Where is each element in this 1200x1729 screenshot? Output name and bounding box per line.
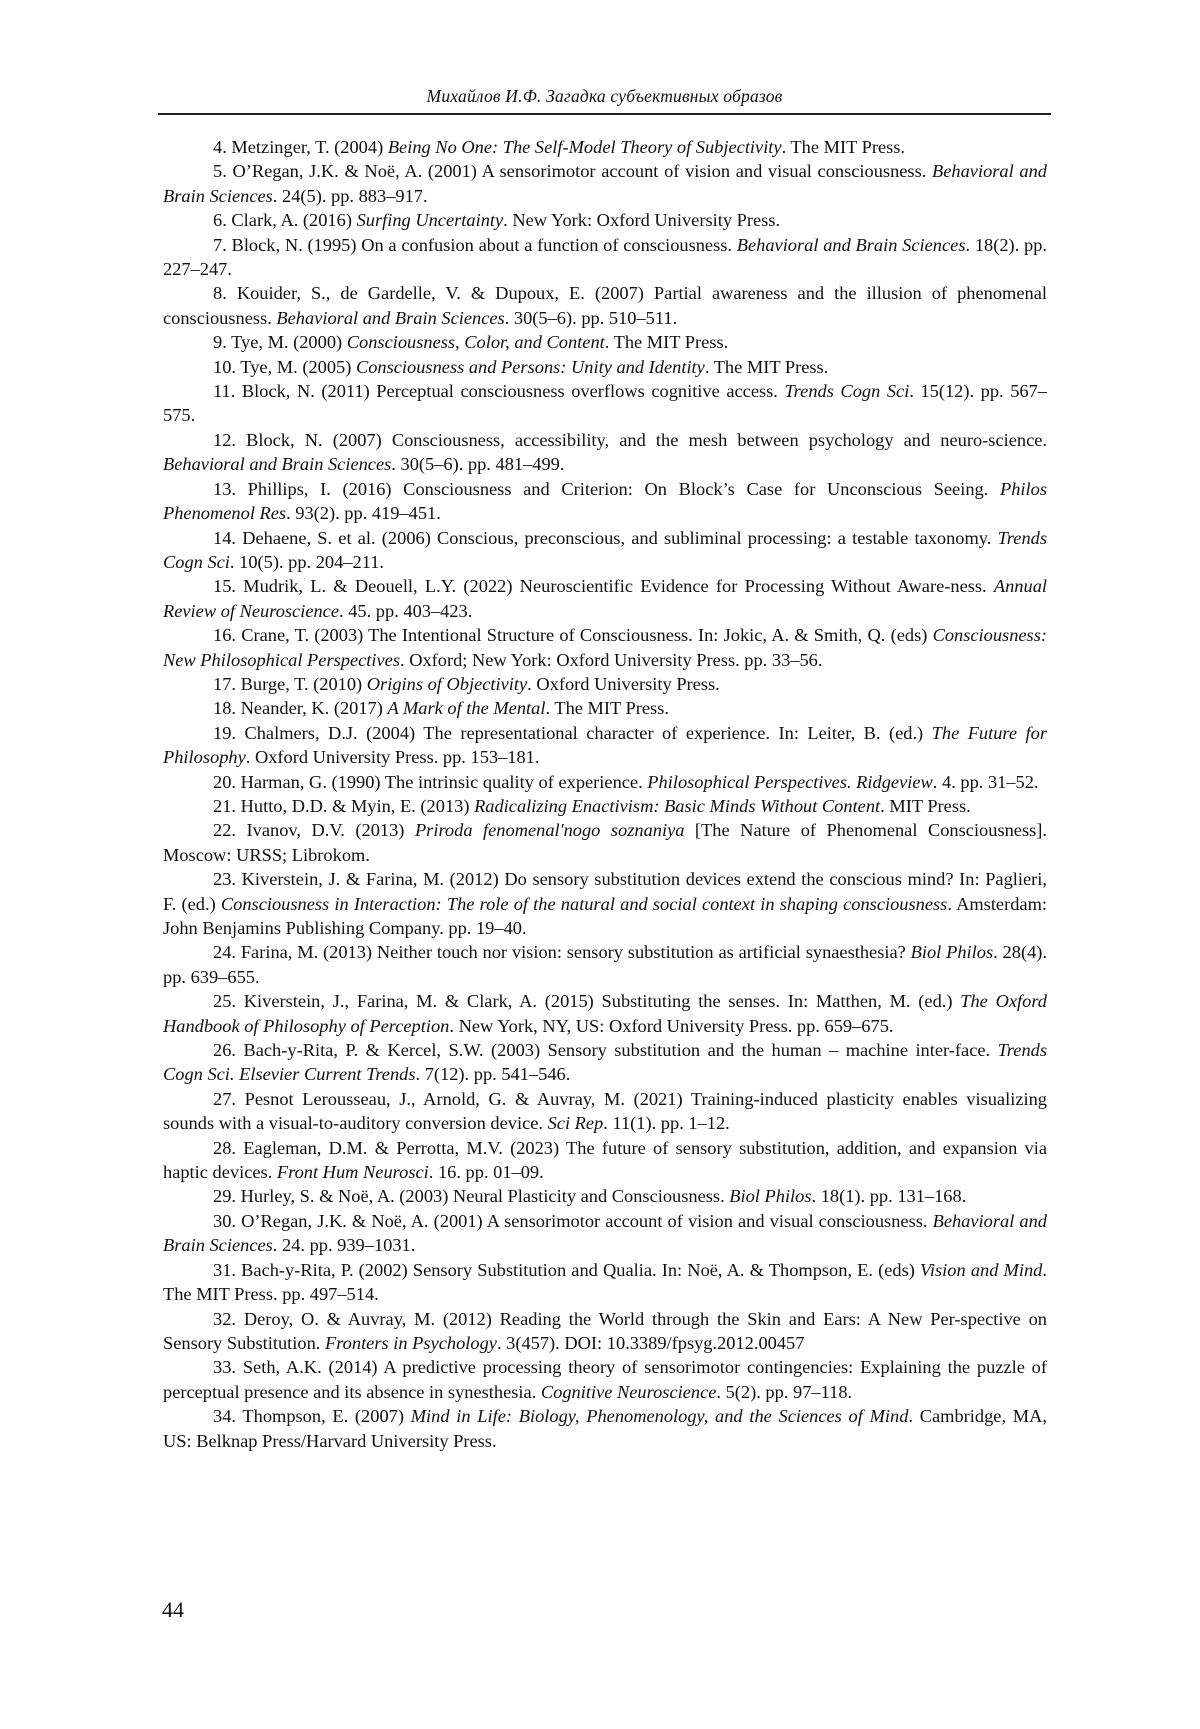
reference-text: Thompson, E. (2007) (242, 1406, 411, 1427)
reference-number: 4. (213, 137, 227, 157)
reference-text: . 18(1). pp. 131–168. (811, 1186, 967, 1207)
reference-text: Metzinger, T. (2004) (231, 137, 388, 157)
reference-item (163, 989, 1047, 1038)
reference-text: . 30(5–6). pp. 481–499. (391, 454, 565, 475)
reference-text: . The MIT Press. pp. 497–514. (163, 1259, 1047, 1305)
reference-text: Seth, A.K. (2014) A predictive processing theory of sensorimotor contingencies: Explaining the puzzle of perceptual presence and its absence in synesthesia. (163, 1357, 1047, 1402)
reference-text: . 18(2). pp. 227–247. (163, 234, 1047, 280)
reference-item (163, 477, 1047, 526)
reference-title: Fronters in Psychology (324, 1332, 497, 1353)
reference-text: . The MIT Press. (781, 137, 906, 157)
reference-item (163, 355, 1047, 379)
reference-number: 12. (213, 429, 236, 450)
reference-text: Neander, K. (2017) (240, 698, 388, 719)
reference-title: Biol Philos (910, 942, 994, 963)
reference-item (163, 428, 1047, 477)
reference-text: . The MIT Press. (704, 356, 829, 377)
reference-title: A Mark of the Mental (387, 698, 546, 719)
reference-number: 32. (213, 1308, 236, 1329)
reference-title: The Future for Philosophy (163, 722, 1047, 768)
reference-number: 20. (213, 771, 236, 792)
reference-number: 11. (213, 381, 236, 402)
reference-text: Block, N. (2007) Consciousness, accessibility, and the mesh between psychology and neuro-science. (246, 429, 1047, 450)
reference-number: 31. (213, 1259, 236, 1280)
reference-item (163, 1307, 1047, 1356)
reference-text: . Amsterdam: John Benjamins Publishing Company. pp. 19–40. (163, 893, 1047, 938)
reference-text: Deroy, O. & Auvray, M. (2012) Reading the World through the Skin and Ears: A New Per-spective on Sensory Substitution. (163, 1308, 1048, 1353)
reference-text: Kiverstein, J. & Farina, M. (2012) Do sensory substitution devices extend the conscious mind? In: Paglieri, F. (ed.) (163, 869, 1047, 914)
reference-title: Behavioral and Brain Sciences (163, 454, 392, 475)
reference-text: . The MIT Press. (604, 332, 729, 353)
reference-title: Consciousness: New Philosophical Perspectives (163, 625, 1047, 670)
reference-item (163, 1355, 1047, 1404)
reference-text: . The MIT Press. (545, 698, 669, 719)
reference-number: 17. (213, 673, 236, 694)
reference-text: . 3(457). DOI: 10.3389/fpsyg.2012.00457 (496, 1332, 805, 1353)
reference-text: Pesnot Lerousseau, J., Arnold, G. & Auvray, M. (2021) Training-induced plasticity enables visualizing sounds with a visual-to-auditory conversion device. (163, 1088, 1047, 1134)
reference-title: Trends Cogn Sci. Elsevier Current Trends (163, 1040, 1047, 1085)
reference-text: . 24(5). pp. 883–917. (272, 185, 428, 206)
reference-text: . Oxford; New York: Oxford University Press. pp. 33–56. (400, 649, 823, 670)
reference-text: Ivanov, D.V. (2013) (246, 820, 415, 841)
reference-text: O’Regan, J.K. & Noë, A. (2001) A sensorimotor account of vision and visual consciousness. (241, 1210, 933, 1231)
reference-number: 26. (213, 1040, 236, 1061)
reference-text: Hutto, D.D. & Myin, E. (2013) (240, 795, 475, 816)
reference-title: Trends Cogn Sci (784, 381, 910, 402)
reference-text: Bach-y-Rita, P. (2002) Sensory Substitution and Qualia. In: Noë, A. & Thompson, E. (eds) (241, 1259, 921, 1280)
reference-text: Harman, G. (1990) The intrinsic quality of experience. (240, 771, 648, 792)
reference-item (163, 1258, 1047, 1307)
reference-item (163, 1209, 1047, 1258)
reference-title: Trends Cogn Sci (163, 527, 1047, 572)
reference-number: 5. (213, 161, 227, 182)
reference-item (163, 818, 1047, 867)
reference-text: Block, N. (1995) On a confusion about a function of consciousness. (231, 234, 737, 255)
page-number: 44 (162, 1597, 184, 1622)
reference-text: . 93(2). pp. 419–451. (286, 503, 441, 524)
reference-text: . New York, NY, US: Oxford University Press. pp. 659–675. (449, 1015, 894, 1036)
reference-item (163, 159, 1047, 208)
reference-title: The Oxford Handbook of Philosophy of Perception (163, 991, 1047, 1036)
reference-number: 24. (213, 942, 236, 963)
reference-title: Philos Phenomenol Res (163, 478, 1047, 524)
reference-title: Consciousness, Color, and Content (346, 332, 605, 353)
reference-item (163, 135, 1047, 159)
reference-number: 28. (213, 1137, 236, 1158)
reference-text: . 15(12). pp. 567–575. (163, 381, 1047, 426)
reference-number: 19. (213, 722, 236, 743)
reference-text: [The Nature of Phenomenal Consciousness]. Moscow: URSS; Librokom. (163, 820, 1047, 865)
reference-number: 6. (213, 210, 227, 231)
reference-text: Tye, M. (2005) (240, 356, 356, 377)
reference-text: . 11(1). pp. 1–12. (603, 1113, 730, 1134)
reference-text: Block, N. (2011) Perceptual consciousness overflows cognitive access. (241, 381, 785, 402)
reference-text: . 45. pp. 403–423. (339, 600, 473, 621)
reference-number: 7. (213, 234, 227, 255)
reference-title: Being No One: The Self-Model Theory of Subjectivity (387, 137, 782, 157)
reference-number: 16. (213, 625, 236, 646)
reference-title: Origins of Objectivity (366, 673, 528, 694)
reference-text: Bach-y-Rita, P. & Kercel, S.W. (2003) Sensory substitution and the human – machine inter-face. (243, 1040, 998, 1061)
reference-title: Mind in Life: Biology, Phenomenology, and the Sciences of Mind (410, 1406, 909, 1427)
reference-title: Cognitive Neuroscience (540, 1381, 717, 1402)
reference-item (163, 526, 1047, 575)
reference-item (163, 1087, 1047, 1136)
reference-number: 18. (213, 698, 236, 719)
reference-title: Behavioral and Brain Sciences (163, 1210, 1047, 1256)
reference-text: . Oxford University Press. (527, 673, 720, 694)
reference-number: 13. (213, 478, 236, 499)
reference-title: Sci Rep (547, 1113, 604, 1134)
reference-text: . Oxford University Press. pp. 153–181. (245, 747, 540, 768)
reference-text: . Cambridge, MA, US: Belknap Press/Harvard University Press. (163, 1406, 1047, 1451)
reference-number: 34. (213, 1406, 236, 1427)
reference-title: Radicalizing Enactivism: Basic Minds Without Content (474, 795, 881, 816)
reference-text: Clark, A. (2016) (231, 210, 357, 231)
reference-number: 29. (213, 1186, 236, 1207)
reference-text: . 5(2). pp. 97–118. (716, 1381, 853, 1402)
reference-text: Phillips, I. (2016) Consciousness and Criterion: On Block’s Case for Unconscious Seeing. (247, 478, 1000, 499)
reference-title: Priroda fenomenal'nogo soznaniya (414, 820, 685, 841)
reference-text: Eagleman, D.M. & Perrotta, M.V. (2023) The future of sensory substitution, addition, and expansion via haptic devices. (163, 1137, 1047, 1183)
reference-item (163, 770, 1047, 794)
reference-number: 15. (213, 576, 236, 597)
reference-title: Vision and Mind (920, 1259, 1043, 1280)
running-header (158, 84, 1051, 115)
reference-title: Biol Philos (729, 1186, 812, 1207)
reference-number: 14. (213, 527, 236, 548)
reference-text: Kiverstein, J., Farina, M. & Clark, A. (2015) Substituting the senses. In: Matthen, M. (ed.) (243, 991, 961, 1012)
reference-text: Hurley, S. & Noë, A. (2003) Neural Plasticity and Consciousness. (240, 1186, 730, 1207)
reference-item (163, 1038, 1047, 1087)
reference-item (163, 574, 1047, 623)
reference-text: . New York: Oxford University Press. (503, 210, 781, 231)
reference-title: Consciousness in Interaction: The role of the natural and social context in shaping consciousness (220, 893, 948, 914)
reference-item (163, 330, 1047, 354)
reference-text: Mudrik, L. & Deouell, L.Y. (2022) Neuroscientific Evidence for Processing Without Aware-ness. (243, 576, 994, 597)
reference-title: Philosophical Perspectives. Ridgeview (647, 771, 933, 792)
reference-title: Behavioral and Brain Sciences (163, 161, 1047, 206)
reference-item (163, 233, 1047, 282)
reference-text: Kouider, S., de Gardelle, V. & Dupoux, E. (2007) Partial awareness and the illusion of phenomenal consciousness. (163, 283, 1047, 328)
reference-title: Behavioral and Brain Sciences (276, 307, 505, 328)
reference-text: . 24. pp. 939–1031. (272, 1235, 416, 1256)
reference-text: Crane, T. (2003) The Intentional Structure of Consciousness. In: Jokic, A. & Smith, Q. (eds) (241, 625, 933, 646)
reference-item (163, 940, 1047, 989)
reference-item (163, 1136, 1047, 1185)
reference-number: 10. (213, 356, 236, 377)
reference-text: . 7(12). pp. 541–546. (415, 1064, 571, 1085)
reference-item (163, 1184, 1047, 1208)
reference-text: Dehaene, S. et al. (2006) Conscious, preconscious, and subliminal processing: a testable taxonomy. (242, 527, 998, 548)
reference-number: 22. (213, 820, 236, 841)
reference-list (163, 135, 1047, 1453)
reference-text: Tye, M. (2000) (231, 332, 347, 353)
reference-text: . MIT Press. (880, 795, 971, 816)
reference-title: Consciousness and Persons: Unity and Identity (355, 356, 705, 377)
reference-item (163, 208, 1047, 232)
reference-item (163, 379, 1047, 428)
reference-number: 30. (213, 1210, 236, 1231)
reference-item (163, 696, 1047, 720)
reference-number: 27. (213, 1088, 236, 1109)
reference-number: 33. (213, 1357, 236, 1378)
reference-number: 9. (213, 332, 227, 353)
reference-item (163, 794, 1047, 818)
reference-title: Front Hum Neurosci (276, 1162, 429, 1183)
reference-title: Annual Review of Neuroscience (163, 576, 1047, 621)
reference-text: Chalmers, D.J. (2004) The representational character of experience. In: Leiter, B. (ed.) (244, 722, 932, 743)
reference-title: Behavioral and Brain Sciences (736, 234, 966, 255)
reference-item (163, 672, 1047, 696)
reference-item (163, 867, 1047, 940)
reference-number: 25. (213, 991, 236, 1012)
reference-item (163, 623, 1047, 672)
reference-text: . 4. pp. 31–52. (932, 771, 1039, 792)
reference-item (163, 721, 1047, 770)
reference-text: . 10(5). pp. 204–211. (229, 551, 385, 572)
reference-text: Farina, M. (2013) Neither touch nor vision: sensory substitution as artificial synaesthesia? (240, 942, 911, 963)
reference-text: . 16. pp. 01–09. (428, 1162, 544, 1183)
reference-item (163, 281, 1047, 330)
reference-title: Surfing Uncertainty (356, 210, 504, 231)
running-title: Михайлов И.Ф. Загадка субъективных образов (426, 86, 783, 106)
reference-number: 23. (213, 869, 236, 890)
reference-text: . 30(5–6). pp. 510–511. (504, 307, 678, 328)
reference-number: 21. (213, 795, 236, 816)
reference-text: . 28(4). pp. 639–655. (163, 942, 1047, 987)
reference-item (163, 1404, 1047, 1453)
reference-text: Burge, T. (2010) (240, 673, 367, 694)
reference-text: O’Regan, J.K. & Noë, A. (2001) A sensorimotor account of vision and visual consciousness. (232, 161, 933, 182)
reference-number: 8. (213, 283, 227, 304)
